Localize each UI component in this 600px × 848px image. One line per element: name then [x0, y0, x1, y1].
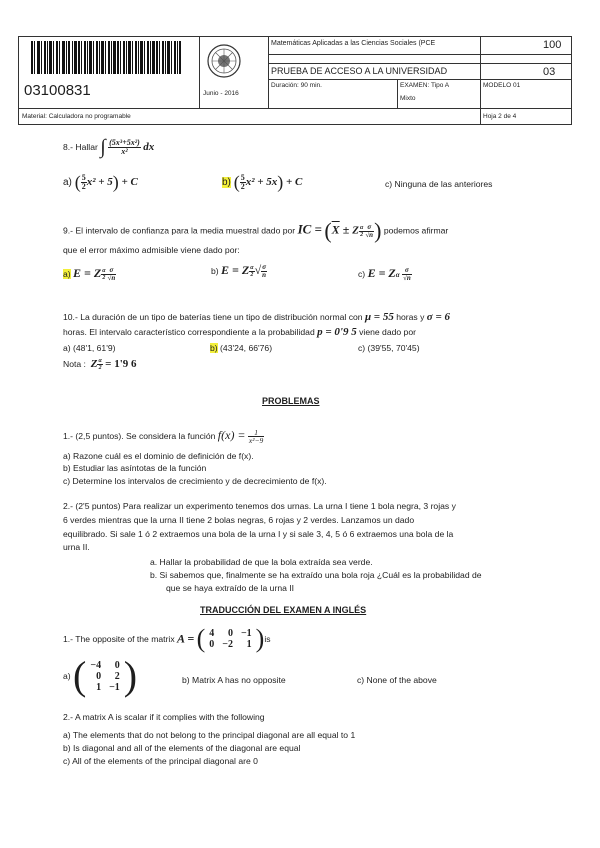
- university-seal-icon: [207, 44, 241, 78]
- exam-type-2: Mixto: [400, 95, 416, 102]
- barcode-number: 03100831: [24, 82, 91, 99]
- problem1-statement: 1.- (2,5 puntos). Se considera la función f(x) = $\frac{1}{\text{x²−9}}$: [63, 427, 264, 446]
- problem1-part-c: c) Determine los intervalos de crecimiento y de decrecimiento de f(x).: [63, 476, 327, 486]
- translation-q1-option-b[interactable]: b) Matrix A has no opposite: [182, 675, 286, 685]
- translation-heading: TRADUCCIÓN DEL EXAMEN A INGLÉS: [200, 605, 367, 615]
- problem2-part-b: b. Si sabemos que, finalmente se ha extraído una bola roja ¿Cuál es la probabilidad de: [150, 570, 482, 580]
- subject-name: Matemáticas Aplicadas a las Ciencias Sociales (PCE: [271, 40, 436, 47]
- q10-statement-continued: horas. El intervalo característico correspondiente a la probabilidad p = 0'9 5 viene dado por: [63, 326, 416, 338]
- translation-q2-option-a[interactable]: a) The elements that do not belong to the principal diagonal are all equal to 1: [63, 730, 356, 740]
- problem2-line-4: urna II.: [63, 542, 90, 552]
- exam-title: PRUEBA DE ACCESO A LA UNIVERSIDAD: [271, 66, 448, 76]
- problem2-part-a: a. Hallar la probabilidad de que la bola extraída sea verde.: [150, 557, 373, 567]
- q8-integrand-num: (5x³+5x²): [109, 138, 140, 147]
- matrix-a-cell: 4: [209, 628, 215, 639]
- translation-q1-option-c[interactable]: c) None of the above: [357, 675, 437, 685]
- q8-statement: 8.- Hallar ∫ $\frac{\text{(5x³+5x²)}}{\text{x²}}$ dx: [63, 136, 155, 158]
- q9-statement-continued: que el error máximo admisible viene dado por:: [63, 245, 240, 255]
- matrix-option-a-row: [86, 682, 123, 693]
- q10-option-a[interactable]: a) (48'1, 61'9): [63, 343, 116, 353]
- q8-label: 8.- Hallar: [63, 141, 98, 152]
- q10-note: Nota : Z $\frac{\alpha}{2}$ = 1'9 6: [63, 358, 137, 372]
- problem1-part-b: b) Estudiar las asíntotas de la función: [63, 463, 207, 473]
- q9-option-b[interactable]: b) E = Z $\frac{\alpha}{2}$ √ $\frac{\sigma}{n}$: [211, 263, 267, 280]
- matrix-option-a-cell: −4: [90, 659, 102, 671]
- matrix-a-row: [205, 628, 255, 639]
- translation-q1-option-a[interactable]: a) ( −4 0 0 2 1 −1 ): [63, 653, 138, 698]
- q8-integrand-den: x²: [121, 147, 128, 156]
- translation-q2-option-c[interactable]: c) All of the elements of the principal diagonal are 0: [63, 756, 258, 766]
- q8-option-a[interactable]: a) ( $\frac{5}{2}$ x² + 5) + C: [63, 172, 138, 192]
- problems-heading: PROBLEMAS: [262, 396, 320, 406]
- q8-option-b[interactable]: b) ( $\frac{5}{2}$ x² + 5x) + C: [222, 172, 303, 192]
- matrix-option-a-row: [86, 671, 123, 682]
- exam-duration: Duración: 90 min.: [271, 82, 322, 89]
- code-top: 100: [543, 39, 562, 51]
- problem2-line-1: 2.- (2'5 puntos) Para realizar un experimento tenemos dos urnas. La urna I tiene 1 bola negra, 3 rojas y: [63, 501, 456, 511]
- q10-option-c[interactable]: c) (39'55, 70'45): [358, 343, 420, 353]
- q10-statement: 10.- La duración de un tipo de baterías tiene un tipo de distribución normal con μ = 55 horas y σ = 6: [63, 311, 450, 323]
- matrix-a-cell: −2: [222, 639, 233, 650]
- matrix-option-a-cell: 0: [96, 670, 102, 682]
- barcode-image: [31, 41, 181, 74]
- matrix-A: [205, 628, 255, 650]
- q9-statement: 9.- El intervalo de confianza para la media muestral dado por IC = ($\overline{X} \pm Z$ $\frac{\alpha}{2}$ $\frac{\sigma}{√n}$ ) podemos afirmar: [63, 218, 449, 243]
- translation-q2-option-b[interactable]: b) Is diagonal and all of the elements of the diagonal are equal: [63, 743, 301, 753]
- matrix-a-cell: −1: [240, 628, 252, 639]
- matrix-a-cell: 0: [227, 628, 233, 639]
- translation-q2-statement: 2.- A matrix A is scalar if it complies with the following: [63, 712, 265, 722]
- matrix-option-a-cell: −1: [109, 681, 120, 693]
- exam-date: Junio - 2016: [203, 90, 239, 97]
- material-note: Material: Calculadora no programable: [22, 113, 131, 120]
- page-number: Hoja 2 de 4: [483, 113, 517, 120]
- code-bottom: 03: [543, 66, 556, 78]
- q9-option-c[interactable]: c) E = Zα $\frac{\sigma}{√n}$: [358, 266, 411, 283]
- matrix-a-cell: 1: [246, 639, 252, 650]
- problem2-line-3: equilibrado. Si sale 1 ó 2 extraemos una bola de la urna I y si sale 3, 4, 5 ó 6 extraemos una bola de la: [63, 529, 454, 539]
- exam-model: MODELO 01: [483, 82, 521, 89]
- q8-option-c[interactable]: c) Ninguna de las anteriores: [385, 179, 493, 189]
- q9-option-a[interactable]: a) E = Z $\frac{\alpha}{2}$ $\frac{\sigma}{√n}$: [63, 266, 116, 283]
- matrix-option-a-cell: 0: [114, 659, 120, 671]
- matrix-option-a: [86, 660, 123, 693]
- matrix-a-row: [205, 639, 255, 650]
- matrix-option-a-cell: 2: [114, 670, 120, 682]
- matrix-option-a-row: [86, 660, 123, 671]
- q8-dx: dx: [143, 140, 155, 153]
- q10-option-b[interactable]: b) (43'24, 66'76): [210, 343, 273, 353]
- matrix-option-a-cell: 1: [96, 681, 102, 693]
- problem1-part-a: a) Razone cuál es el dominio de definición de f(x).: [63, 451, 254, 461]
- problem2-line-2: 6 verdes mientras que la urna II tiene 2 bolas negras, 6 rojas y 2 verdes. Lanzamos un dado: [63, 515, 415, 525]
- exam-type-1: EXAMEN: Tipo A: [400, 82, 450, 89]
- matrix-a-cell: 0: [209, 639, 215, 650]
- translation-q1-statement: 1.- The opposite of the matrix A = ( 4 0 −1 0 −2 1 )is: [63, 624, 271, 653]
- problem2-part-b-continued: que se haya extraído de la urna II: [166, 583, 295, 593]
